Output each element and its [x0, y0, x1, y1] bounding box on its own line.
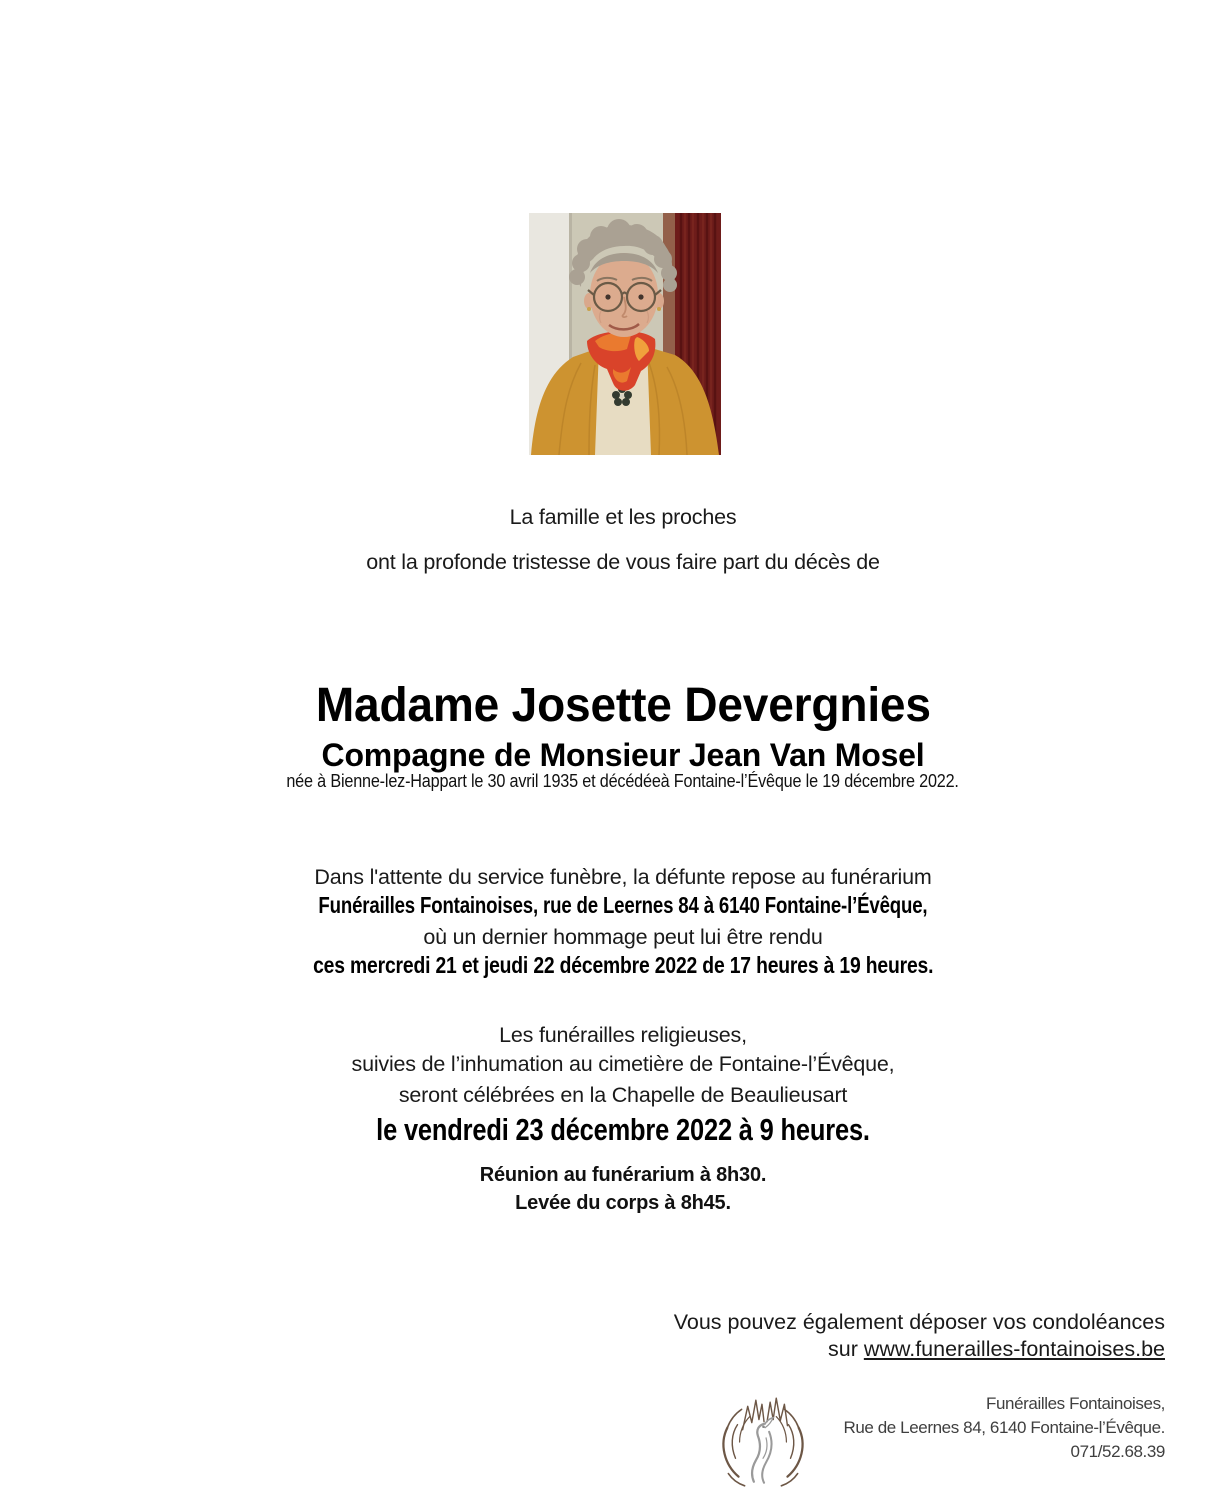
ceremony-line-1: Les funérailles religieuses,: [499, 1023, 747, 1047]
condolences-block: [674, 1309, 1165, 1363]
deceased-name: Madame Josette Devergnies: [315, 679, 931, 732]
wake-line-1: Dans l'attente du service funèbre, la défunte repose au funérarium: [314, 865, 932, 889]
portrait-photo-image: [529, 213, 721, 455]
ceremony-line-3: seront célébrées en la Chapelle de Beaulieusart: [398, 1083, 848, 1107]
wake-line-2-address: Funérailles Fontainoises, rue de Leernes 84 à 6140 Fontaine-l’Évêque,: [318, 892, 928, 918]
funeral-home-name: Funérailles Fontainoises,: [986, 1394, 1165, 1413]
wake-line-4-visiting-hours: ces mercredi 21 et jeudi 22 décembre 2022 de 17 heures à 19 heures.: [312, 952, 934, 978]
wake-line-3: où un dernier hommage peut lui être rendu: [423, 925, 823, 949]
schedule-line-2: Levée du corps à 8h45.: [515, 1192, 731, 1214]
funeral-home-address: Rue de Leernes 84, 6140 Fontaine-l’Évêque.: [843, 1418, 1165, 1437]
portrait-photo: [529, 213, 721, 455]
condolences-line-2: [674, 1336, 1165, 1363]
condolences-website-link[interactable]: www.funerailles-fontainoises.be: [863, 1337, 1165, 1361]
condolences-line-1: Vous pouvez également déposer vos condoléances: [673, 1310, 1165, 1334]
condolences-prefix: sur: [827, 1337, 864, 1361]
intro-line-1: La famille et les proches: [509, 505, 737, 529]
ceremony-date-line: le vendredi 23 décembre 2022 à 9 heures.: [376, 1112, 870, 1147]
funeral-home-block: [843, 1392, 1165, 1464]
phoenix-bird-icon: [714, 1389, 812, 1497]
schedule-line-1: Réunion au funérarium à 8h30.: [479, 1164, 767, 1186]
ceremony-line-2: suivies de l’inhumation au cimetière de Fontaine-l’Évêque,: [351, 1052, 895, 1076]
funeral-home-phone: 071/52.68.39: [1070, 1442, 1165, 1461]
deceased-birth-death-dates: née à Bienne-lez-Happart le 30 avril 1935 et décédéeà Fontaine-l’Évêque le 19 décembre 2022.: [286, 771, 960, 791]
intro-line-2: ont la profonde tristesse de vous faire part du décès de: [366, 550, 880, 574]
deceased-relation: Compagne de Monsieur Jean Van Mosel: [321, 737, 925, 773]
phoenix-logo: [714, 1389, 812, 1497]
